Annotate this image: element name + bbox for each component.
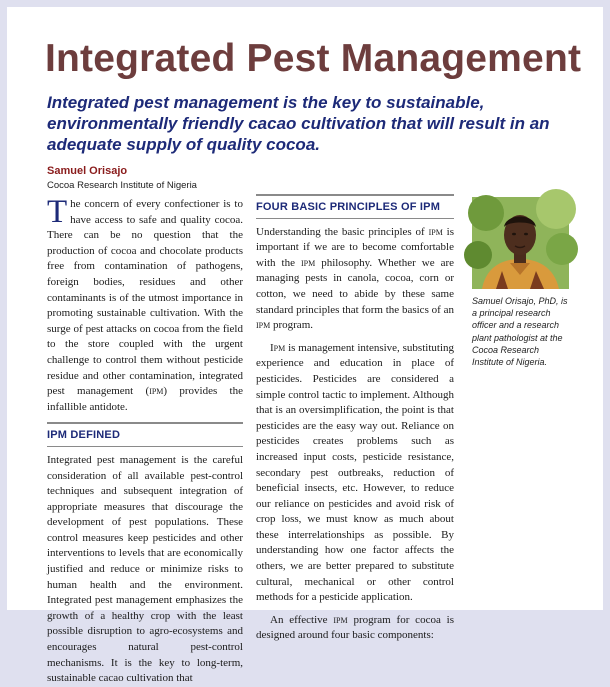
ipm-abbrev: ipm — [149, 385, 164, 398]
ipm-defined-paragraph: Integrated pest management is the careful consideration of all available pest-control techniques and subsequent integration of appropriate measures that discourage the development of pest populations. These control measures keep pesticides and other interventions to levels that are economically justified and reduce or minimize risks to human health and the environment. Integrated pest management emphasizes the growth of a healthy crop with the least possible disruption to agro-ecosystems and encourages natural pest-control mechanisms. It is the key to long-term, sustainable cacao cultivation that — [47, 453, 243, 685]
principles-paragraph-3 — [256, 613, 454, 644]
photo-caption: Samuel Orisajo, PhD, is a principal research officer and a research plant pathologist at the Cocoa Research Institute of Nigeria. — [472, 296, 568, 368]
principles-paragraph-1 — [256, 225, 454, 334]
column-middle — [256, 194, 454, 644]
intro-text: he concern of every confectioner is to have access to safe and quality cocoa. There can be no question that the production of cocoa and chocolate products free from contamination of pathogens, foreign bodies, residues and other contaminants is of the utmost importance in promoting sustainable cultivation. With the surge of pest attacks on cocoa from the field to the store coupled with the urgent challenge to control them without pesticide residue and other contamination, integrated pest management ( — [47, 198, 243, 398]
text-run: Understanding the basic principles of — [256, 225, 429, 238]
ipm-abbrev: ipm — [300, 256, 316, 269]
text-run: An effective — [270, 613, 334, 626]
article-page — [7, 7, 603, 685]
principles-paragraph-2 — [256, 341, 454, 606]
intro-paragraph — [47, 194, 243, 415]
column-left — [47, 194, 243, 687]
ipm-abbrev: Ipm — [270, 341, 286, 354]
ipm-abbrev: ipm — [428, 225, 443, 238]
intro-text-end: ) provides the infallible antidote. — [47, 385, 243, 413]
text-run: program for cocoa is designed around four basic components: — [256, 613, 454, 642]
text-run: program. — [270, 319, 313, 332]
author-affiliation: Cocoa Research Institute of Nigeria — [47, 180, 197, 191]
author-portrait-image — [472, 197, 569, 289]
article-title: Integrated Pest Management — [45, 37, 582, 80]
ipm-abbrev: ipm — [333, 613, 348, 626]
text-run: is management intensive, substituting experience and education in place of pesticides. Pesticides are considered a simple control tactic to implement. Although that is an oversimplification, the point is that pesticides are the easy way out. Reliance on pesticides creates problems such as increased input costs, pesticide resistance, secondary pest outbreaks, reduction of beneficial insects, etc. However, to reduce our reliance on pesticides and avoid risk of crop loss, we must know as much about these interrelationships as possible. By understanding how one factor affects the others, we are better prepared to substitute cultural, mechanical or other control methods for a pesticide application. — [256, 341, 454, 604]
author-name: Samuel Orisajo — [47, 165, 128, 177]
drop-cap: T — [47, 194, 68, 230]
text-run: philosophy. Whether we are managing pests in canola, cocoa, corn or cotton, we need to abide by these same standard principles that form the basics of an — [256, 256, 454, 316]
section-heading-ipm-defined: IPM DEFINED — [47, 422, 243, 447]
ipm-abbrev: ipm — [256, 319, 271, 332]
author-photo — [472, 197, 569, 289]
section-heading-four-principles: FOUR BASIC PRINCIPLES OF IPM — [256, 194, 454, 219]
article-subtitle: Integrated pest management is the key to sustainable, environmentally friendly cacao cultivation that will result in an adequate supply of quality cocoa. — [47, 93, 550, 154]
text-run: is important if we are to become comfortable with the — [256, 225, 454, 269]
